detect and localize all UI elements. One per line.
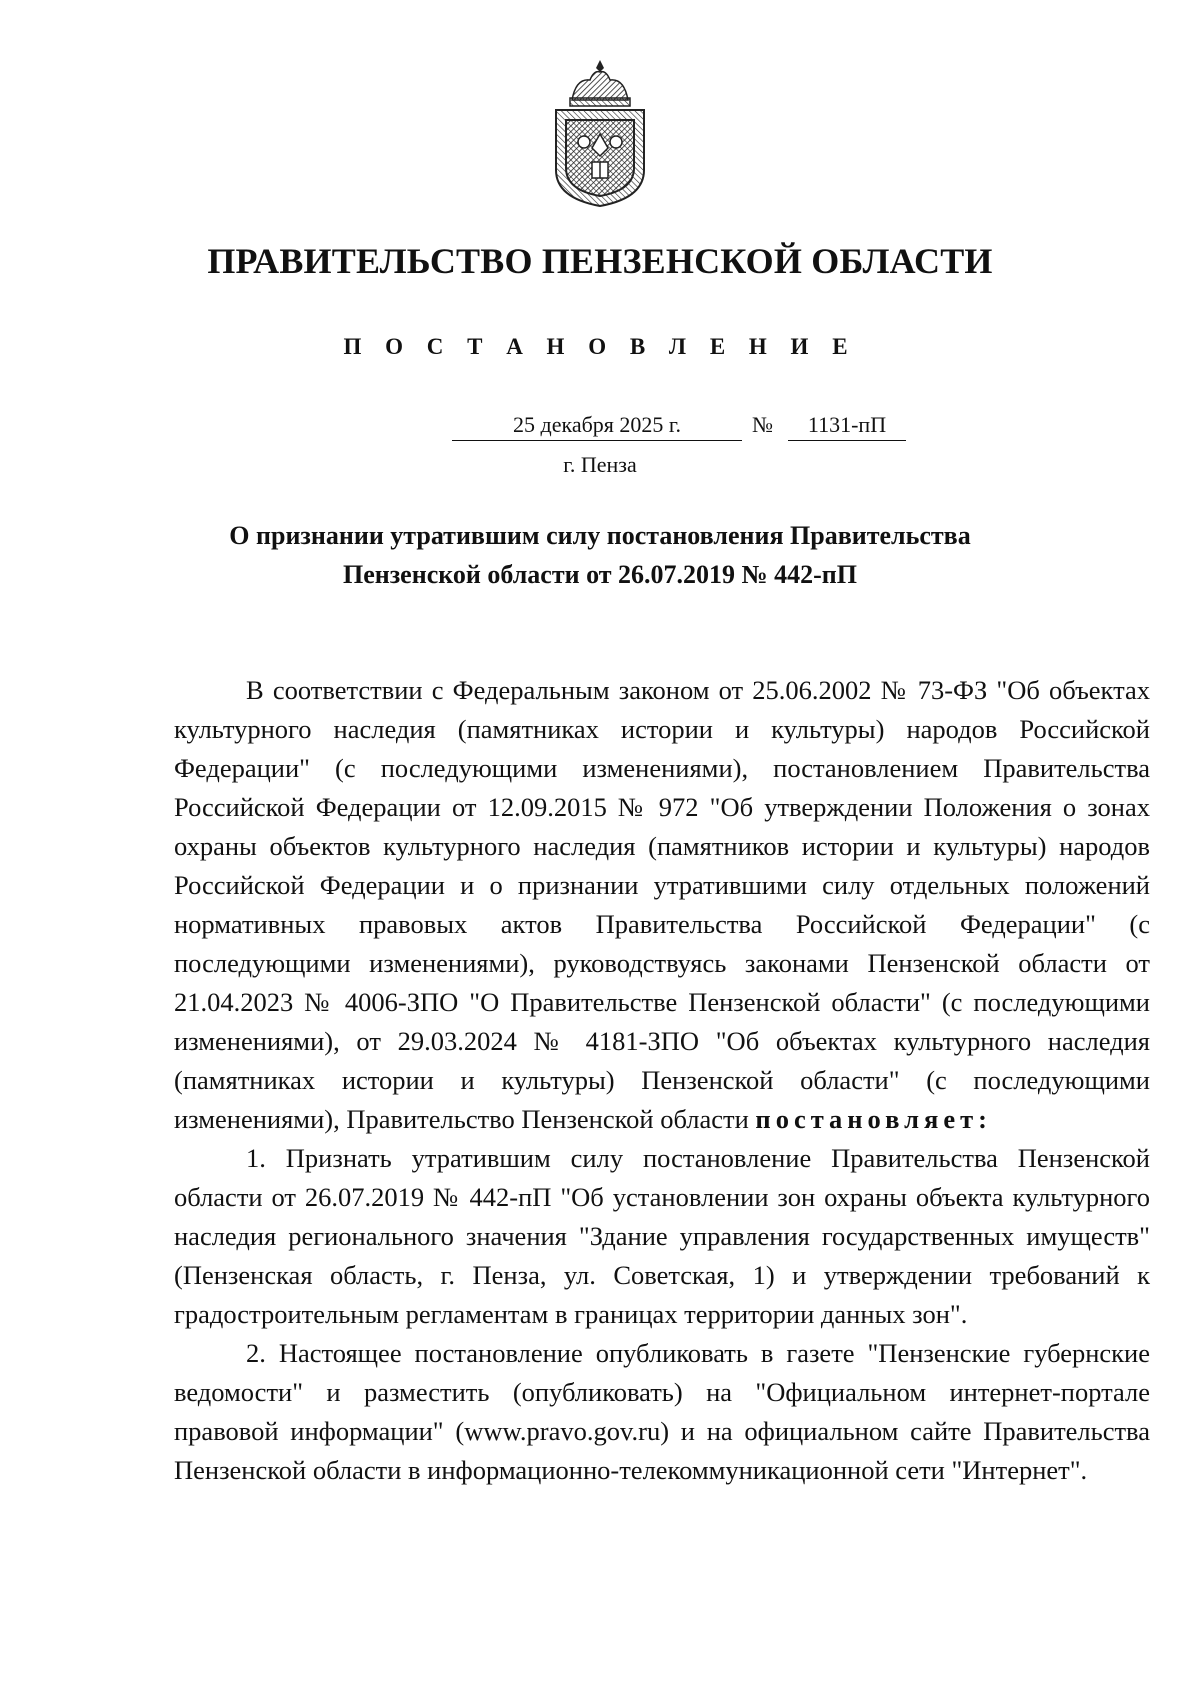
document-body bbox=[174, 671, 1150, 1490]
subject-line-2: Пензенской области от 26.07.2019 № 442-пП bbox=[342, 560, 858, 589]
subject-line-1: О признании утратившим силу постановления Правительства bbox=[229, 521, 971, 550]
number-sign: № bbox=[752, 412, 773, 437]
item-1-paragraph: 1. Признать утратившим силу постановление Правительства Пензенской области от 26.07.2019 № 442-пП "Об установлении зон охраны объекта культурного наследия регионального значения "Здание управления государственных имуществ" (Пензенская область, г. Пенза, ул. Советская, 1) и утверждении требований к градостроительным регламентам в границах территории данных зон". bbox=[174, 1143, 1150, 1329]
document-subject bbox=[150, 516, 1050, 594]
government-title: ПРАВИТЕЛЬСТВО ПЕНЗЕНСКОЙ ОБЛАСТИ bbox=[207, 241, 993, 281]
document-date: 25 декабря 2025 г. bbox=[452, 410, 742, 441]
city-label: г. Пенза bbox=[563, 452, 637, 477]
preamble-text: В соответствии с Федеральным законом от 25.06.2002 № 73-ФЗ "Об объектах культурного наследия (памятниках истории и культуры) народов Российской Федерации" (с последующими изменениями), постановлением Правительства Российской Федерации от 12.09.2015 № 972 "Об утверждении Положения о зонах охраны объектов культурного наследия (памятников истории и культуры) народов Российской Федерации и о признании утратившими силу отдельных положений нормативных правовых актов Правительства Российской Федерации" (с последующими изменениями), руководствуясь законами Пензенской области от 21.04.2023 № 4006-ЗПО "О Правительстве Пензенской области" (с последующими изменениями), от 29.03.2024 № 4181-ЗПО "Об объектах культурного наследия (памятниках истории и культуры) Пензенской области" (с последующими изменениями), Правительство Пензенской области bbox=[174, 675, 1150, 1134]
resolves-word: постановляет: bbox=[755, 1104, 992, 1134]
coat-of-arms-emblem bbox=[542, 58, 658, 208]
document-type-heading: П О С Т А Н О В Л Е Н И Е bbox=[343, 334, 857, 359]
preamble-paragraph bbox=[174, 671, 1150, 1139]
document-number: 1131-пП bbox=[788, 410, 906, 441]
item-2-paragraph: 2. Настоящее постановление опубликовать в газете "Пензенские губернские ведомости" и разместить (опубликовать) на "Официальном интернет-портале правовой информации" (www.pravo.gov.ru) и на официальном сайте Правительства Пензенской области в информационно-телекоммуникационной сети "Интернет". bbox=[174, 1338, 1150, 1485]
